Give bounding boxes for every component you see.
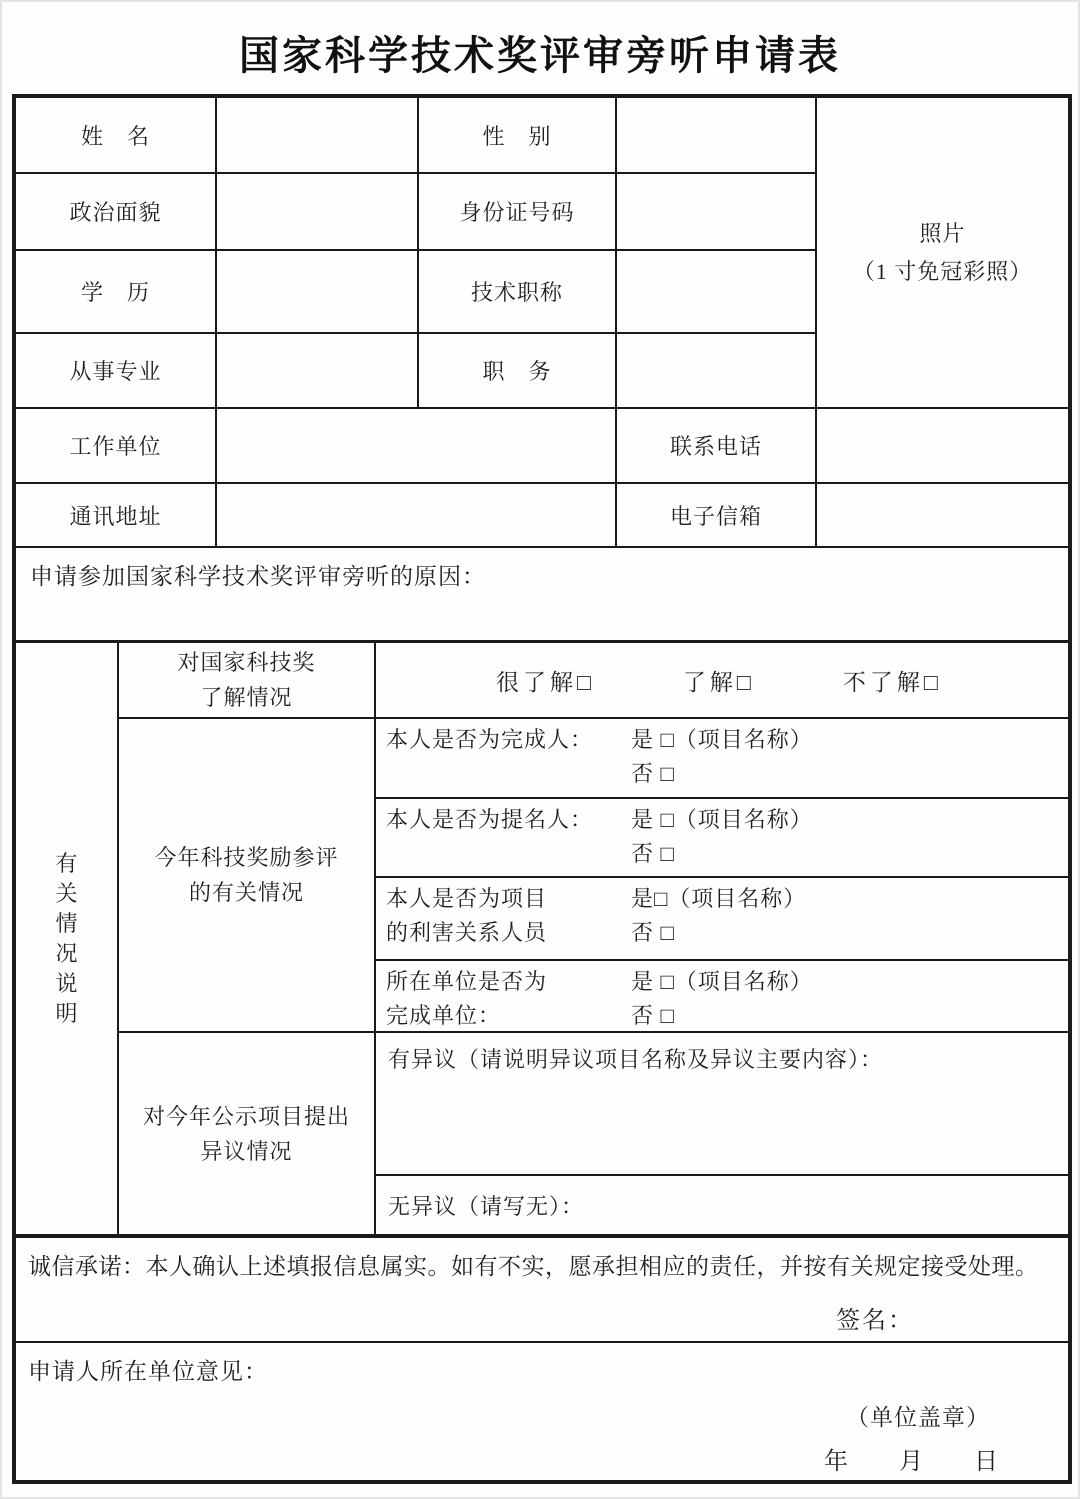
application-reason-cell — [16, 548, 1068, 643]
qa-completing-unit-question-line1: 所在单位是否为 — [386, 969, 548, 994]
position-label: 职 务 — [419, 334, 617, 409]
email-label: 电子信箱 — [617, 484, 817, 548]
qa-row-completing-unit — [376, 961, 1068, 1033]
qa-stakeholder-question — [386, 882, 631, 959]
qa-row-completer — [376, 719, 1068, 799]
education-label: 学 历 — [16, 251, 217, 334]
qa-nominator-question-line1: 本人是否为提名人： — [386, 807, 594, 832]
objection-label-line1: 对今年公示项目提出 — [142, 1103, 350, 1129]
awareness-label — [119, 643, 376, 719]
work-unit-label: 工作单位 — [16, 409, 217, 484]
photo-label-line1: 照片 — [919, 220, 966, 246]
gender-value-cell — [617, 98, 817, 174]
awareness-options — [376, 643, 1068, 719]
qa-row-nominator — [376, 799, 1068, 878]
qa-row-stakeholder — [376, 878, 1068, 961]
technical-title-label: 技术职称 — [419, 251, 617, 334]
political-status-value-cell — [217, 174, 419, 251]
objection-no-label: 无异议（请写无）： — [388, 1194, 585, 1219]
qa-nominator-yes-checkbox: 是 □（项目名称） — [631, 807, 813, 832]
qa-completer-question-line1: 本人是否为完成人： — [386, 727, 594, 752]
qa-stakeholder-question-line2: 的利害关系人员 — [386, 920, 548, 945]
integrity-pledge-cell — [16, 1238, 1068, 1343]
objection-yes-label: 有异议（请说明异议项目名称及异议主要内容）： — [388, 1047, 884, 1072]
qa-nominator-no-checkbox: 否 □ — [631, 841, 675, 866]
objection-yes-cell — [376, 1033, 1068, 1176]
qa-completing-unit-answers — [631, 965, 1068, 1031]
date-placeholder: 年 月 日 — [824, 1449, 999, 1475]
awareness-label-line2: 了解情况 — [200, 685, 293, 710]
qa-nominator-answers — [631, 803, 1068, 876]
situation-side-cell — [16, 643, 119, 1234]
photo-label-line2: （1 寸免冠彩照） — [852, 258, 1033, 284]
email-value-cell — [817, 484, 1068, 548]
signature-label: 签名： — [836, 1308, 914, 1334]
participation-label — [119, 719, 376, 1033]
education-value-cell — [217, 251, 419, 334]
political-status-label: 政治面貌 — [16, 174, 217, 251]
qa-completing-unit-no-checkbox: 否 □ — [631, 1003, 675, 1028]
phone-value-cell — [817, 409, 1068, 484]
profession-value-cell — [217, 334, 419, 409]
qa-completing-unit-question-line2: 完成单位： — [386, 1003, 502, 1028]
objection-no-cell — [376, 1176, 1068, 1234]
qa-completer-question — [386, 723, 631, 797]
work-unit-value-cell — [217, 409, 617, 484]
position-value-cell — [617, 334, 817, 409]
qa-stakeholder-no-checkbox: 否 □ — [631, 920, 675, 945]
application-form-table — [12, 94, 1072, 1484]
name-value-cell — [217, 98, 419, 174]
name-label: 姓 名 — [16, 98, 217, 174]
qa-completer-yes-checkbox: 是 □（项目名称） — [631, 727, 813, 752]
personal-info-grid — [16, 98, 1068, 548]
situation-side-label: 有关情况说明 — [55, 850, 78, 1026]
option-familiar-checkbox: 了解□ — [682, 669, 755, 695]
qa-stakeholder-question-line1: 本人是否为项目 — [386, 886, 548, 911]
unit-opinion-cell — [16, 1343, 1068, 1480]
photo-cell — [817, 98, 1068, 409]
participation-label-line1: 今年科技奖励参评 — [154, 845, 339, 870]
qa-completing-unit-question — [386, 965, 631, 1031]
address-value-cell — [217, 484, 617, 548]
situation-section — [16, 643, 1068, 1238]
qa-completer-no-checkbox: 否 □ — [631, 761, 675, 786]
id-number-value-cell — [617, 174, 817, 251]
objection-label-line2: 异议情况 — [200, 1138, 293, 1164]
qa-nominator-question — [386, 803, 631, 876]
technical-title-value-cell — [617, 251, 817, 334]
phone-label: 联系电话 — [617, 409, 817, 484]
application-reason-label: 申请参加国家科学技术奖评审旁听的原因： — [30, 564, 486, 589]
participation-label-line2: 的有关情况 — [188, 880, 304, 905]
unit-opinion-label: 申请人所在单位意见： — [28, 1359, 268, 1384]
option-not-familiar-checkbox: 不了解□ — [842, 669, 942, 695]
gender-label: 性 别 — [419, 98, 617, 174]
objection-label — [119, 1033, 376, 1234]
address-label: 通讯地址 — [16, 484, 217, 548]
qa-stakeholder-yes-checkbox: 是□（项目名称） — [631, 886, 807, 911]
qa-stakeholder-answers — [631, 882, 1068, 959]
awareness-label-line1: 对国家科技奖 — [177, 650, 316, 675]
option-very-familiar-checkbox: 很了解□ — [496, 669, 595, 695]
profession-label: 从事专业 — [16, 334, 217, 409]
integrity-statement: 诚信承诺：本人确认上述填报信息属实。如有不实，愿承担相应的责任，并按有关规定接受处理。 — [28, 1254, 1039, 1279]
qa-completing-unit-yes-checkbox: 是 □（项目名称） — [631, 969, 813, 994]
qa-completer-answers — [631, 723, 1068, 797]
unit-seal-note: （单位盖章） — [846, 1405, 990, 1430]
id-number-label: 身份证号码 — [419, 174, 617, 251]
form-title: 国家科学技术奖评审旁听申请表 — [239, 34, 841, 78]
